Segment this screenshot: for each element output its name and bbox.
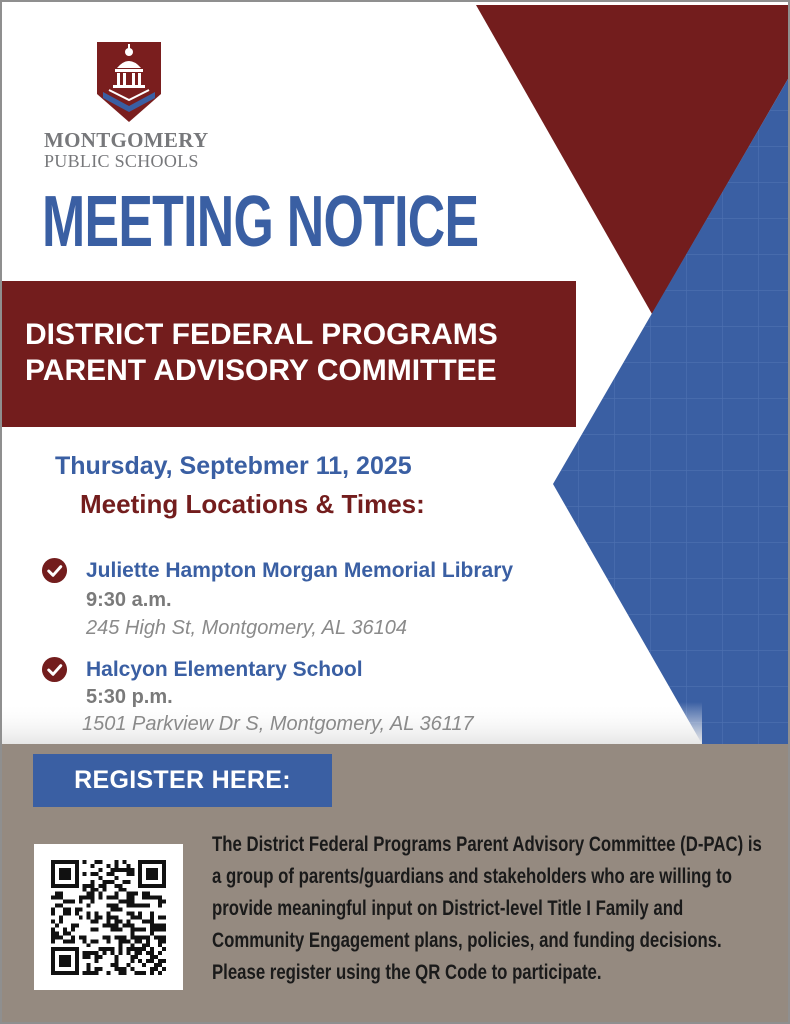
register-here-button[interactable]: REGISTER HERE: xyxy=(33,754,332,807)
description-line: Please register using the QR Code to participate. xyxy=(212,960,602,984)
capitol-dome-logo-icon xyxy=(95,42,163,122)
meeting-date: Thursday, Septebmer 11, 2025 xyxy=(55,452,412,480)
org-name-line1: MONTGOMERY xyxy=(44,128,209,152)
check-circle-icon xyxy=(41,557,68,584)
check-circle-icon xyxy=(41,656,68,683)
org-name-line2: PUBLIC SCHOOLS xyxy=(44,151,199,171)
qr-code-icon[interactable] xyxy=(51,860,166,975)
location-2-time: 5:30 p.m. xyxy=(86,686,173,708)
location-1-time: 9:30 a.m. xyxy=(86,589,172,611)
location-2-name: Halcyon Elementary School xyxy=(86,658,363,681)
description-line: provide meaningful input on District-level Title I Family and xyxy=(212,896,684,920)
headline: MEETING NOTICE xyxy=(42,182,479,262)
committee-title-line1: DISTRICT FEDERAL PROGRAMS xyxy=(25,318,498,351)
description-line: The District Federal Programs Parent Advisory Committee (D-PAC) is xyxy=(212,832,762,856)
location-1-address: 245 High St, Montgomery, AL 36104 xyxy=(86,617,407,639)
committee-title-line2: PARENT ADVISORY COMMITTEE xyxy=(25,354,497,387)
locations-heading: Meeting Locations & Times: xyxy=(80,489,425,519)
description-line: Community Engagement plans, policies, and funding decisions. xyxy=(212,928,722,952)
location-1-name: Juliette Hampton Morgan Memorial Library xyxy=(86,559,514,582)
location-2-address: 1501 Parkview Dr S, Montgomery, AL 36117 xyxy=(82,713,474,735)
description-line: a group of parents/guardians and stakeholders who are willing to xyxy=(212,864,732,888)
committee-description xyxy=(212,828,782,988)
